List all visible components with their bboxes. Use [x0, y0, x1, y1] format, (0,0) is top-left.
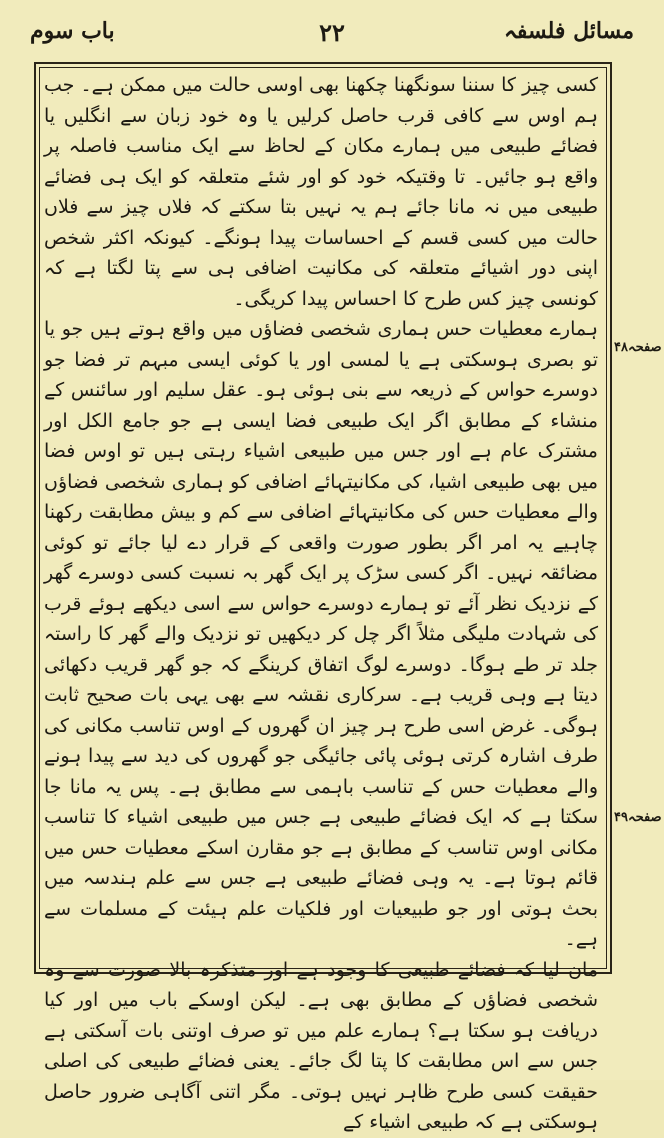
page-header: [30, 18, 634, 54]
paragraph: ہمارے معطیات حس ہماری شخصی فضاؤں میں واقع ہوتے ہیں جو یا تو بصری ہوسکتی ہے یا لمسی اور یا کوئی ایسی مبہم تر فضا جو دوسرے حواس کے ذریعہ سے بنی ہوئی ہو۔ عقل سلیم اور سائنس کے منشاء کے مطابق اگر ایک طبیعی فضا ایسی ہے جو جامع الکل اور مشترک عام ہے اور جس میں طبیعی اشیاء رہتی ہیں تو اوس فضا میں بھی طبیعی اشیا، کی مکانیتہائے اضافی کو ہماری شخصی فضاؤں والے معطیات حس کی مکانیتہائے اضافی سے کم و بیش مطابقت رکھنا چاہیے یہ امر اگر بطور صورت واقعی کے قرار دے لیا جائے تو کوئی مضائقہ نہیں۔ اگر کسی سڑک پر ایک گھر بہ نسبت کسی دوسرے گھر کے نزدیک نظر آئے تو ہمارے دوسرے حواس سے اسی دیکھے ہوئے قرب کی شہادت ملیگی مثلاً اگر چل کر دیکھیں تو نزدیک والے گھر کا راستہ جلد تر طے ہوگا۔ دوسرے لوگ اتفاق کرینگے کہ جو گھر قریب دکھائی دیتا ہے وہی قریب ہے۔ سرکاری نقشہ سے بھی یہی بات صحیح ثابت ہوگی۔ غرض اسی طرح ہر چیز ان گھروں کے اوس تناسب مکانی کی طرف اشارہ کرتی ہوئی پائی جائیگی جو گھروں کی دید سے پیدا ہونے والے معطیات حس کے تناسب باہمی سے مطابق ہے۔ پس یہ مانا جا سکتا ہے کہ ایک فضائے طبیعی ہے جس میں طبیعی اشیاء کا تناسب مکانی اوس تناسب کے مطابق ہے جو مقارن اسکے معطیات حس میں قائم ہوتا ہے۔ یہ وہی فضائے طبیعی ہے جس سے علم ہندسہ میں بحث ہوتی اور جو طبیعیات اور فلکیات علم ہیئت کے مسلمات سے ہے۔: [44, 318, 598, 950]
margin-page-ref: صفحہ۴۸: [614, 340, 662, 355]
book-title: مسائل فلسفہ: [503, 18, 634, 44]
paragraph: مان لیا کہ فضائے طبیعی کا وجود ہے اور متذکرہ بالا صورت سے وہ شخصی فضاؤں کے مطابق بھی ہے۔ لیکن اوسکے باب میں اور کیا دریافت ہو سکتا ہے؟ ہمارے علم میں تو صرف اوتنی بات آسکتی ہے جس سے اس مطابقت کا پتا لگ جائے۔ یعنی فضائے طبیعی کی اصلی حقیقت کسی طرح ظاہر نہیں ہوتی۔ مگر اتنی آگاہی ضرور حاصل ہوسکتی ہے کہ طبیعی اشیاء کے: [44, 958, 598, 1133]
chapter-title: باب سوم: [30, 18, 115, 44]
page-number: ۲۲: [319, 18, 345, 47]
body-text: [44, 70, 598, 1133]
margin-page-ref: صفحہ۴۹: [614, 810, 662, 825]
paragraph: کسی چیز کا سننا سونگھنا چکھنا بھی اوسی حالت میں ممکن ہے۔ جب ہم اوس سے کافی قرب حاصل کرلیں یا وہ خود زبان سے انگلیں یا فضائے طبیعی میں ہمارے مکان کے لحاظ سے ایک مناسب فاصلہ پر واقع ہو جائیں۔ تا وقتیکہ خود کو اور شئے متعلقہ کو ایک ہی فضائے طبیعی میں نہ مانا جائے ہم یہ نہیں بتا سکتے کہ فلاں چیز سے فلاں حالت میں کسی قسم کے احساسات پیدا ہونگے۔ کیونکہ اکثر شخص اپنی دور اشیائے متعلقہ کی مکانیت اضافی ہی سے پتا لگتا ہے کہ کونسی چیز کس طرح کا احساس پیدا کریگی۔: [44, 74, 598, 310]
